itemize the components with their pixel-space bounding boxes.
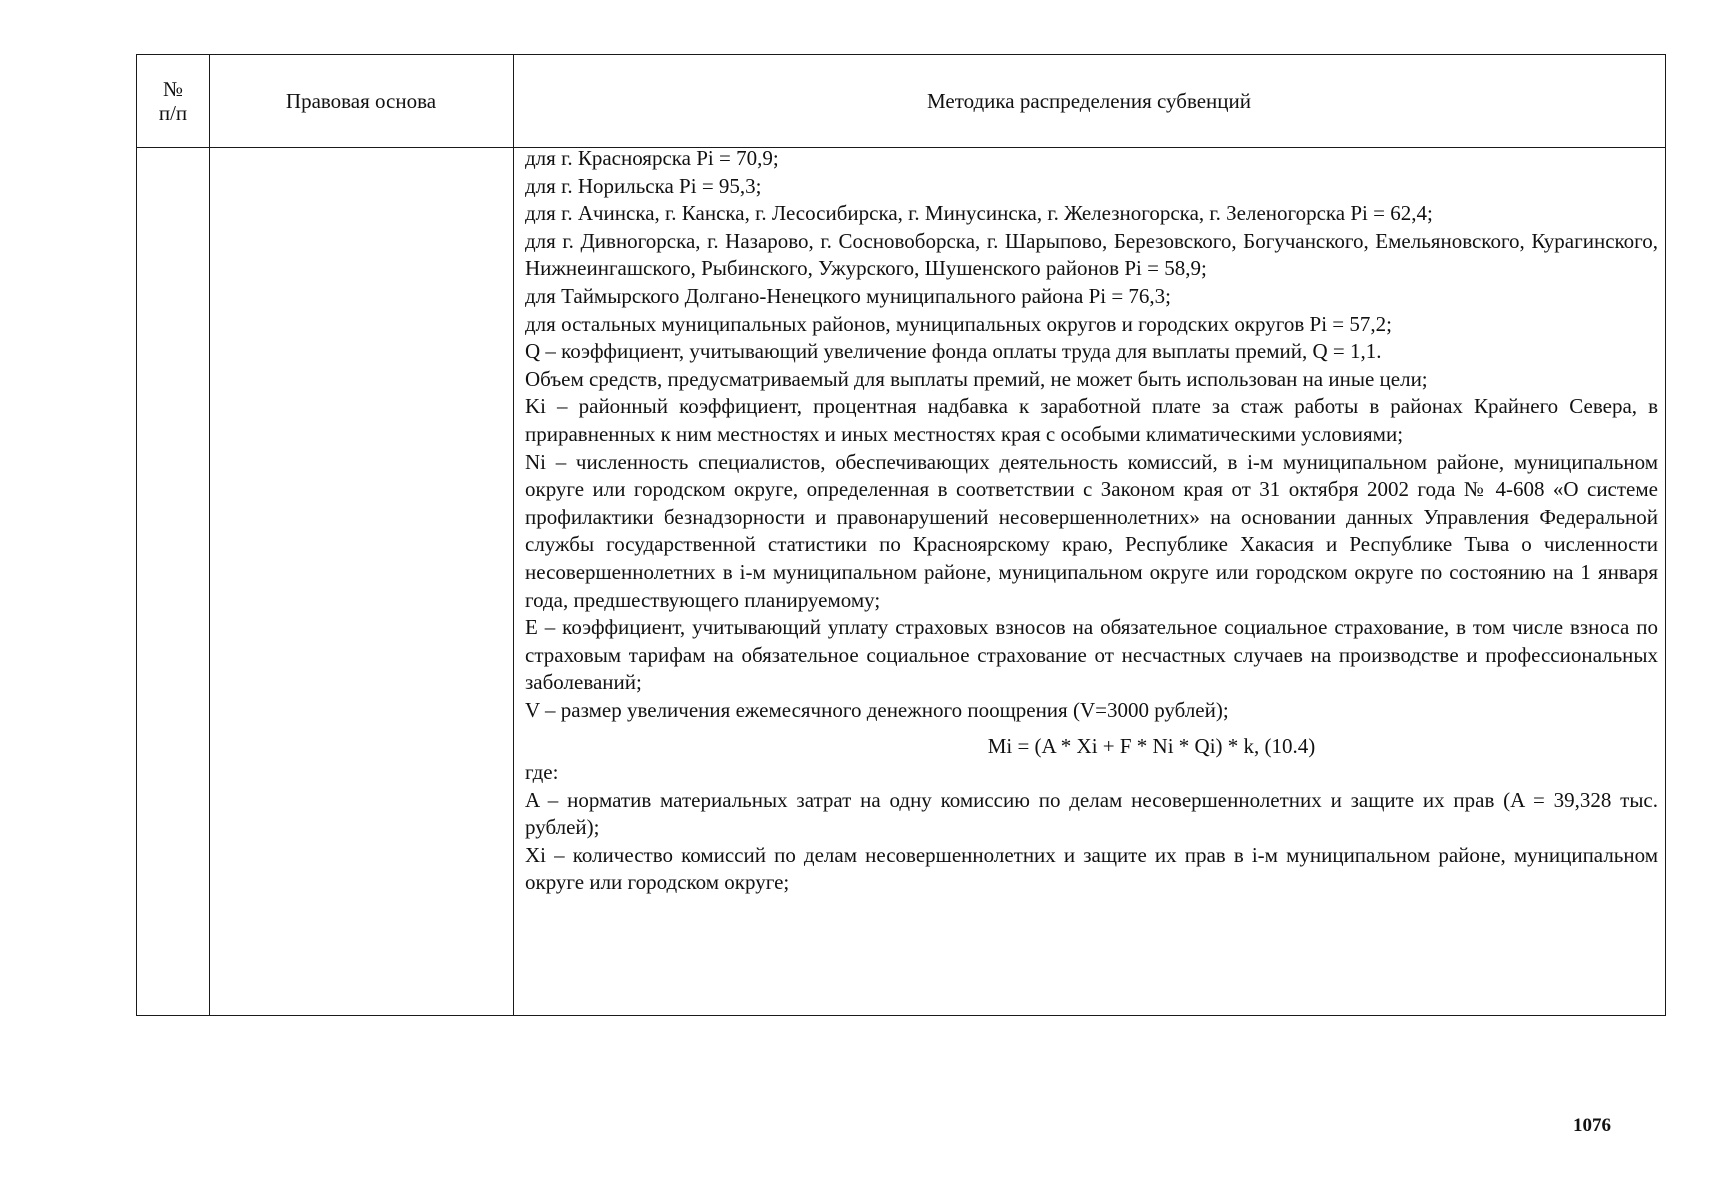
body-line: для остальных муниципальных районов, муниципальных округов и городских округов Pi = 57,2; [525,311,1392,336]
body-line: Ki – районный коэффициент, процентная надбавка к заработной плате за стаж работы в районах Крайнего Севера, в приравненных к ним местностях и иных местностях края с особыми климатическими условиями; [525,394,1658,446]
body-line: Ni – численность специалистов, обеспечивающих деятельность комиссий, в i-м муниципальном районе, муниципальном округе или городском округе, определенная в соответствии с Законом края от 31 октября 2002 года № 4-608 «О системе профилактики безнадзорности и правонарушений несовершеннолетних» на основании данных Управления Федеральной службы государственной статистики по Красноярскому краю, Республике Хакасия и Республике Тыва о численности несовершеннолетних в i-м муниципальном районе, муниципальном округе или городском округе по состоянию на 1 января года, предшествующего планируемому; [525,449,1658,612]
body-line: где: [525,760,559,785]
body-line: E – коэффициент, учитывающий уплату страховых взносов на обязательное социальное страхование, в том числе взноса по страховым тарифам на обязательное социальное страхование от несчастных случаев на производстве и профессиональных заболеваний; [525,615,1658,695]
body-line: для г. Дивногорска, г. Назарово, г. Сосновоборска, г. Шарыпово, Березовского, Богучанского, Емельяновского, Курагинского, Нижнеингашского, Рыбинского, Ужурского, Шушенского районов Pi = 58,9; [525,228,1658,281]
body-line: для г. Норильска Pi = 95,3; [525,173,762,198]
body-line: Объем средств, предусматриваемый для выплаты премий, не может быть использован на иные цели; [525,366,1428,391]
column-divider-2 [513,55,514,1015]
column-divider-1 [209,55,210,1015]
body-line: V – размер увеличения ежемесячного денежного поощрения (V=3000 рублей); [525,697,1229,722]
body-line: Xi – количество комиссий по делам несовершеннолетних и защите их прав в i-м муниципальном районе, муниципальном округе или городском округе; [525,842,1658,895]
body-line: Q – коэффициент, учитывающий увеличение фонда оплаты труда для выплаты премий, Q = 1,1. [525,339,1382,364]
formula: Mi = (A * Xi + F * Ni * Qi) * k, (10.4) [987,734,1316,759]
body-line: для г. Ачинска, г. Канска, г. Лесосибирска, г. Минусинска, г. Железногорска, г. Зеленогорска Pi = 62,4; [525,201,1433,226]
methodology-text [525,145,1658,897]
body-line: для Таймырского Долгано-Ненецкого муниципального района Pi = 76,3; [525,283,1172,308]
header-number: № п/п [158,77,188,125]
header-methodology: Методика распределения субвенций [926,89,1252,113]
header-legal-basis: Правовая основа [285,89,437,113]
body-line: A – норматив материальных затрат на одну комиссию по делам несовершеннолетних и защите их прав (A = 39,328 тыс. рублей); [525,787,1658,840]
page-number: 1076 [1573,1115,1611,1136]
body-line: для г. Красноярска Pi = 70,9; [525,146,779,170]
